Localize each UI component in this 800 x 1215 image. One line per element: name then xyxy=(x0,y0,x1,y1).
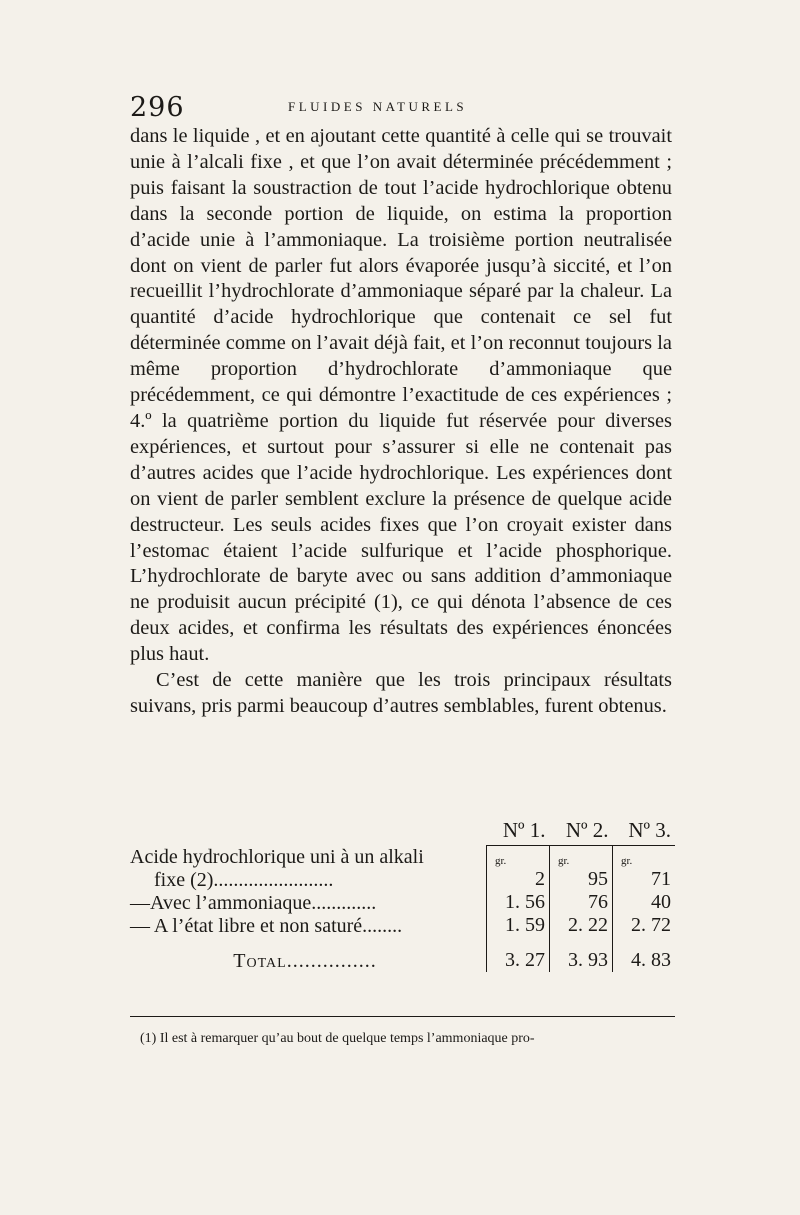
total-label: Total............... xyxy=(233,949,377,972)
cell-value: 40 xyxy=(613,891,676,914)
row-label: Acide hydrochlorique uni à un alkali xyxy=(130,845,424,868)
column-head: Nº 2. xyxy=(565,818,609,842)
total-value: 3. 93 xyxy=(550,937,613,972)
cell-value: 71 xyxy=(613,868,676,891)
table-header-row xyxy=(130,818,675,846)
running-title: FLUIDES NATURELS xyxy=(288,99,468,114)
unit-label: gr. xyxy=(487,846,550,868)
cell-value: 2. 22 xyxy=(550,914,613,937)
cell-value: 95 xyxy=(550,868,613,891)
page-header xyxy=(130,92,670,122)
cell-value: 76 xyxy=(550,891,613,914)
page-number: 296 xyxy=(130,92,185,123)
table-row xyxy=(130,846,675,868)
column-head: Nº 1. xyxy=(502,818,546,842)
results-table xyxy=(130,818,675,972)
unit-label: gr. xyxy=(613,846,676,868)
cell-value: 1. 59 xyxy=(487,914,550,937)
paragraph: C’est de cette manière que les trois principaux résultats suivans, pris parmi beaucoup d’autres semblables, furent obtenus. xyxy=(130,669,672,717)
table-row xyxy=(130,868,675,891)
cell-value: 2. 72 xyxy=(613,914,676,937)
paragraph: dans le liquide , et en ajoutant cette quantité à celle qui se trouvait unie à l’alcali fixe , et que l’on avait déterminée précédemment ; puis faisant la soustraction de tout l’acide hydrochlorique obtenu dans la seconde portion de liquide, on estima la proportion d’acide unie à l’ammoniaque. La troisième portion neutralisée dont on vient de parler fut alors évaporée jusqu’à siccité, et l’on recueillit l’hydrochlorate d’ammoniaque séparé par la chaleur. La quantité d’acide hydrochlorique que contenait ce sel fut déterminée comme on l’avait déjà fait, et l’on reconnut toujours la même proportion d’hydrochlorate d’ammoniaque que précédemment, ce qui démontre l’exactitude de ces expériences ; 4.º la quatrième portion du liquide fut réservée pour diverses expériences, et surtout pour s’assurer si elle ne contenait pas d’autres acides que l’acide hydrochlorique. Les expériences dont on vient de parler semblent exclure la présence de quelque acide destructeur. Les seuls acides fixes que l’on croyait exister dans l’estomac étaient l’acide sulfurique et l’acide phosphorique. L’hydrochlorate de baryte avec ou sans addition d’ammoniaque ne produisit aucun précipité (1), ce qui dénota l’absence de ces deux acides, et confirma les résultats des expériences énoncées plus haut. xyxy=(130,125,672,666)
row-label: —Avec l’ammoniaque............. xyxy=(130,891,377,914)
row-label: — A l’état libre et non saturé........ xyxy=(130,914,403,937)
table-total-row xyxy=(130,937,675,972)
unit-label: gr. xyxy=(550,846,613,868)
row-label: fixe (2)........................ xyxy=(154,868,334,891)
footnote: (1) Il est à remarquer qu’au bout de quelque temps l’ammoniaque pro- xyxy=(140,1031,535,1046)
table-row xyxy=(130,914,675,937)
total-value: 4. 83 xyxy=(613,937,676,972)
footnote-rule xyxy=(130,1016,675,1017)
cell-value: 1. 56 xyxy=(487,891,550,914)
cell-value: 2 xyxy=(487,868,550,891)
body-text xyxy=(130,124,672,720)
column-head: Nº 3. xyxy=(628,818,671,842)
total-value: 3. 27 xyxy=(487,937,550,972)
table-row xyxy=(130,891,675,914)
